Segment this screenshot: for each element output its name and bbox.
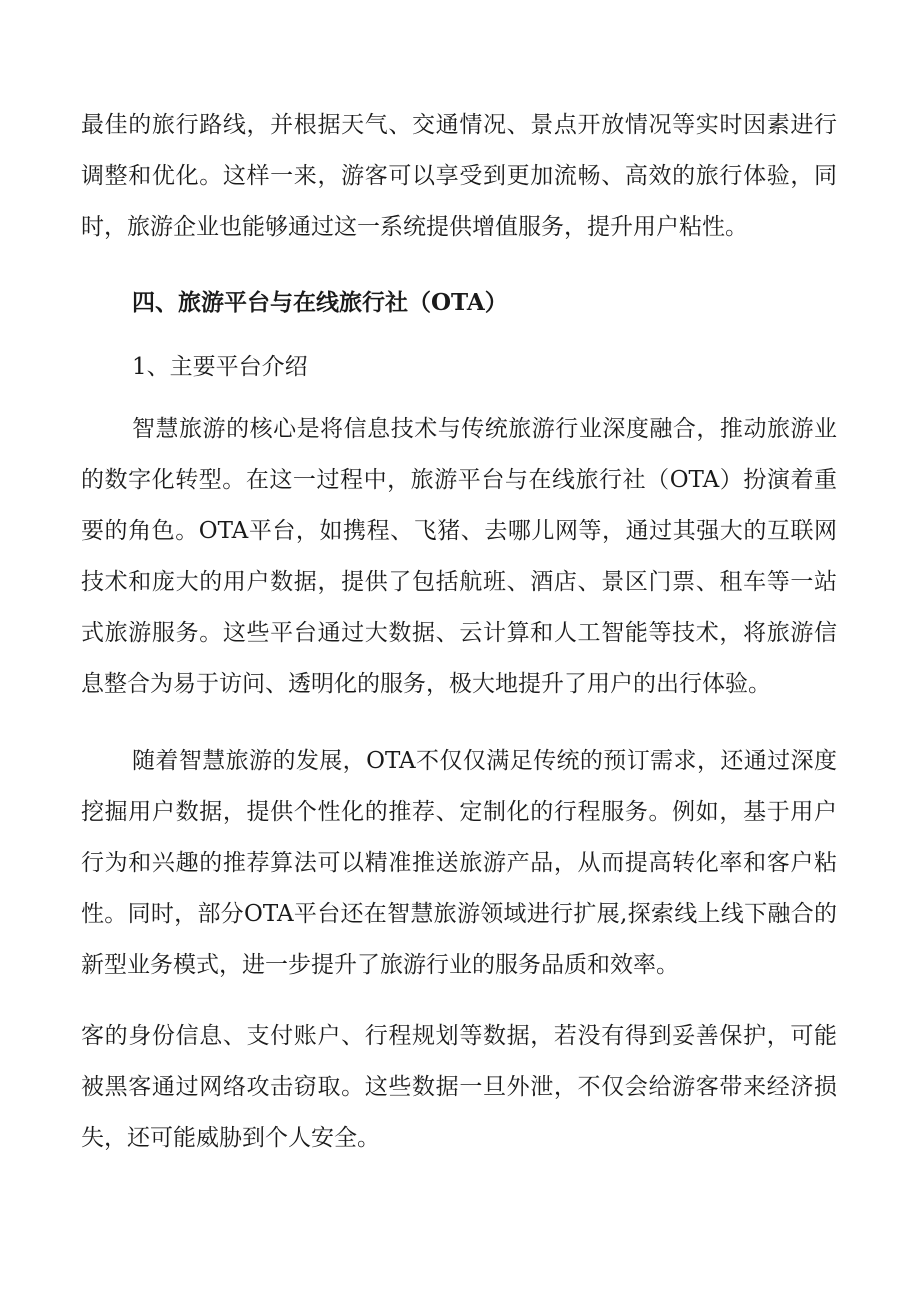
paragraph-ota-intro: 智慧旅游的核心是将信息技术与传统旅游行业深度融合，推动旅游业的数字化转型。在这一过程中，旅游平台与在线旅行社（OTA）扮演着重要的角色。OTA平台，如携程、飞猪、去哪儿网等，通过其强大的互联网技术和庞大的用户数据，提供了包括航班、酒店、景区门票、租车等一站式旅游服务。这些平台通过大数据、云计算和人工智能等技术，将旅游信息整合为易于访问、透明化的服务，极大地提升了用户的出行体验。 [81,416,837,697]
paragraph-data-security: 客的身份信息、支付账户、行程规划等数据，若没有得到妥善保护，可能被黑客通过网络攻击窃取。这些数据一旦外泄，不仅会给游客带来经济损失，还可能威胁到个人安全。 [81,1023,837,1151]
paragraph-ota-development: 随着智慧旅游的发展，OTA不仅仅满足传统的预订需求，还通过深度挖掘用户数据，提供个性化的推荐、定制化的行程服务。例如，基于用户行为和兴趣的推荐算法可以精准推送旅游产品，从而提高转化率和客户粘性。同时，部分OTA平台还在智慧旅游领域进行扩展,探索线上线下融合的新型业务模式，进一步提升了旅游行业的服务品质和效率。 [81,748,837,978]
paragraph-route-optimization: 最佳的旅行路线，并根据天气、交通情况、景点开放情况等实时因素进行调整和优化。这样一来，游客可以享受到更加流畅、高效的旅行体验，同时，旅游企业也能够通过这一系统提供增值服务，提升用户粘性。 [81,112,837,240]
subsection-heading: 1、主要平台介绍 [132,354,308,380]
section-heading: 四、旅游平台与在线旅行社（OTA） [132,289,508,316]
